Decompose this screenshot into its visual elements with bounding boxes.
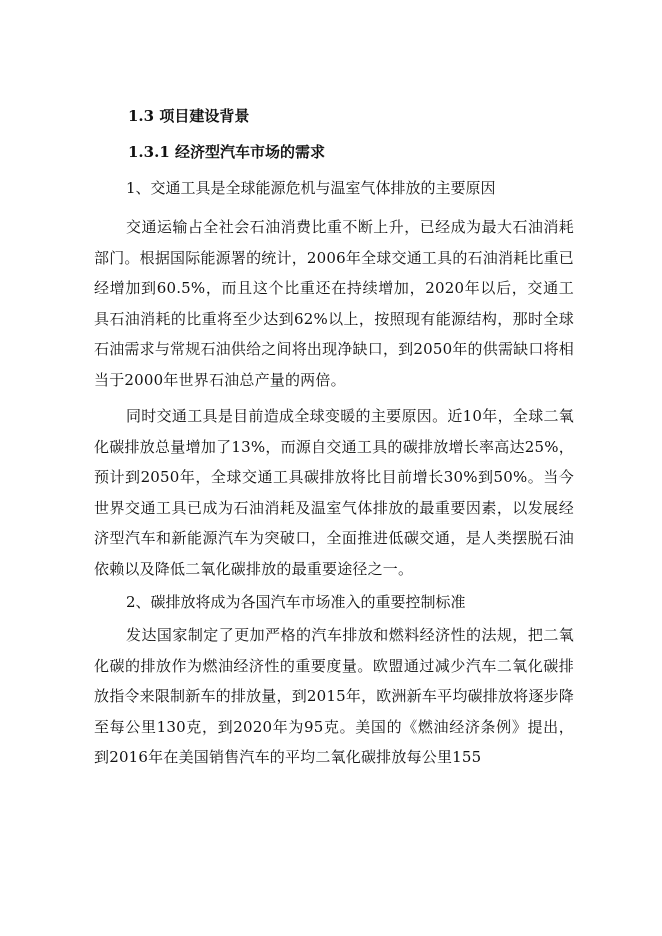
body-paragraph: 交通运输占全社会石油消费比重不断上升，已经成为最大石油消耗部门。根据国际能源署的统计，2006年全球交通工具的石油消耗比重已经增加到60.5%，而且这个比重还在持续增加，2020年以后，交通工具石油消耗的比重将至少达到62%以上，按照现有能源结构，那时全球石油需求与常规石油供给之间将出现净缺口，到2050年的供需缺口将相当于2000年世界石油总产量的两倍。 — [94, 218, 574, 389]
point-title: 1、交通工具是全球能源危机与温室气体排放的主要原因 — [126, 179, 496, 197]
body-paragraph: 同时交通工具是目前造成全球变暖的主要原因。近10年，全球二氧化碳排放总量增加了13%，而源自交通工具的碳排放增长率高达25%，预计到2050年，全球交通工具碳排放将比目前增长30%到50%。当今世界交通工具已成为石油消耗及温室气体排放的最重要因素，以发展经济型汽车和新能源汽车为突破口，全面推进低碳交通，是人类摆脱石油依赖以及降低二氧化碳排放的最重要途径之一。 — [94, 407, 574, 578]
subsection-title: 1.3.1 经济型汽车市场的需求 — [128, 143, 325, 161]
section-title: 1.3 项目建设背景 — [128, 107, 250, 125]
body-paragraph: 发达国家制定了更加严格的汽车排放和燃料经济性的法规，把二氧化碳的排放作为燃油经济性的重要度量。欧盟通过减少汽车二氧化碳排放指令来限制新车的排放量，到2015年，欧洲新车平均碳排放将逐步降至每公里130克，到2020年为95克。美国的《燃油经济条例》提出，到2016年在美国销售汽车的平均二氧化碳排放每公里155 — [94, 626, 574, 766]
point-title: 2、碳排放将成为各国汽车市场准入的重要控制标准 — [126, 593, 466, 611]
document-body — [94, 98, 574, 773]
